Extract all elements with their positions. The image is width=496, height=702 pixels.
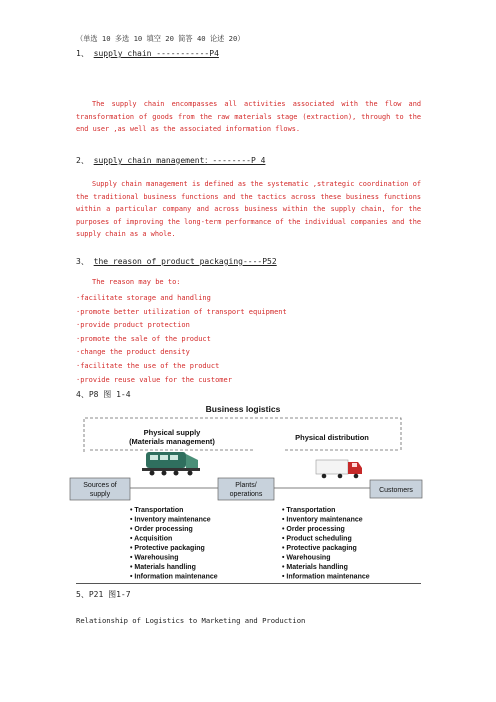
divider: [76, 583, 421, 584]
list-item: • Warehousing: [282, 554, 331, 562]
physical-distribution-activities: [282, 507, 370, 581]
section-3-title: the reason of product packaging----P52: [93, 257, 277, 266]
list-item: • Transportation: [282, 507, 336, 514]
section-2-body: Supply chain management is defined as the systematic ,strategic coordination of the traditional business functions and the tactics across these business functions within a particular company and across business within the supply chain, for the purposes of improving the long-term performance of the individual companies and the supply chain as a whole.: [76, 180, 421, 239]
section-1-number: 1、: [76, 49, 89, 58]
physical-distribution-label: Physical distribution: [295, 433, 369, 442]
list-item: • Warehousing: [130, 554, 179, 562]
list-item: • Materials handling: [130, 564, 196, 571]
list-item: • Protective packaging: [282, 545, 357, 552]
truck-icon: [316, 460, 362, 478]
section-2-heading: [76, 155, 265, 166]
list-item: ·provide product protection: [76, 321, 190, 330]
section-1-title: supply chain -----------P4: [93, 49, 219, 58]
list-item: • Materials handling: [282, 564, 348, 571]
customers-box-label: Customers: [379, 487, 413, 494]
section-1-body: The supply chain encompasses all activities associated with the flow and transformation of goods from the raw materials stage (extraction), through to the end user ,as well as the associated information flows.: [76, 100, 421, 134]
list-item: • Inventory maintenance: [130, 516, 211, 524]
list-item: ·change the product density: [76, 348, 190, 357]
plants-box-line-1: Plants/: [235, 482, 257, 489]
section-2-title: supply chain management：--------P 4: [93, 156, 266, 165]
list-item: ·facilitate storage and handling: [76, 294, 211, 302]
business-logistics-diagram: [60, 400, 430, 582]
sources-box-line-1: Sources of: [83, 482, 117, 489]
list-item: • Information maintenance: [130, 573, 218, 581]
sources-box-line-2: supply: [89, 491, 111, 498]
list-item: • Order processing: [130, 526, 193, 533]
list-item: • Inventory maintenance: [282, 516, 363, 524]
physical-supply-activities: [130, 507, 218, 581]
section-5-caption: Relationship of Logistics to Marketing and Production: [76, 616, 306, 625]
sources-of-supply-box: [70, 478, 130, 500]
list-item: • Protective packaging: [130, 545, 205, 552]
section-5-label: 5、P21 图1-7: [76, 590, 131, 599]
train-icon: [142, 452, 200, 476]
list-item: ·provide reuse value for the customer: [76, 375, 232, 384]
list-item: • Acquisition: [130, 535, 173, 543]
list-item: • Transportation: [130, 507, 184, 514]
list-item: ·promote the sale of the product: [76, 334, 211, 343]
packaging-reasons-list: [76, 294, 287, 389]
exam-format-line: （单选 10 多选 10 填空 20 简答 40 论述 20）: [76, 34, 245, 43]
list-item: ·facilitate the use of the product: [76, 361, 220, 370]
materials-management-label: (Materials management): [129, 437, 215, 446]
section-1-heading: [76, 48, 219, 59]
section-4-label: 4、P8 图 1-4: [76, 390, 131, 399]
diagram-title: Business logistics: [205, 404, 281, 414]
section-3-intro: The reason may be to:: [92, 278, 181, 286]
section-3-number: 3、: [76, 257, 89, 266]
list-item: • Product scheduling: [282, 535, 352, 543]
physical-supply-label: Physical supply: [143, 428, 201, 437]
list-item: • Information maintenance: [282, 573, 370, 581]
plants-operations-box: [218, 478, 274, 500]
section-2-number: 2、: [76, 156, 89, 165]
list-item: • Order processing: [282, 526, 345, 533]
plants-box-line-2: operations: [229, 491, 263, 498]
list-item: ·promote better utilization of transport equipment: [76, 307, 287, 316]
customers-box: [370, 480, 422, 498]
section-3-heading: [76, 256, 277, 267]
